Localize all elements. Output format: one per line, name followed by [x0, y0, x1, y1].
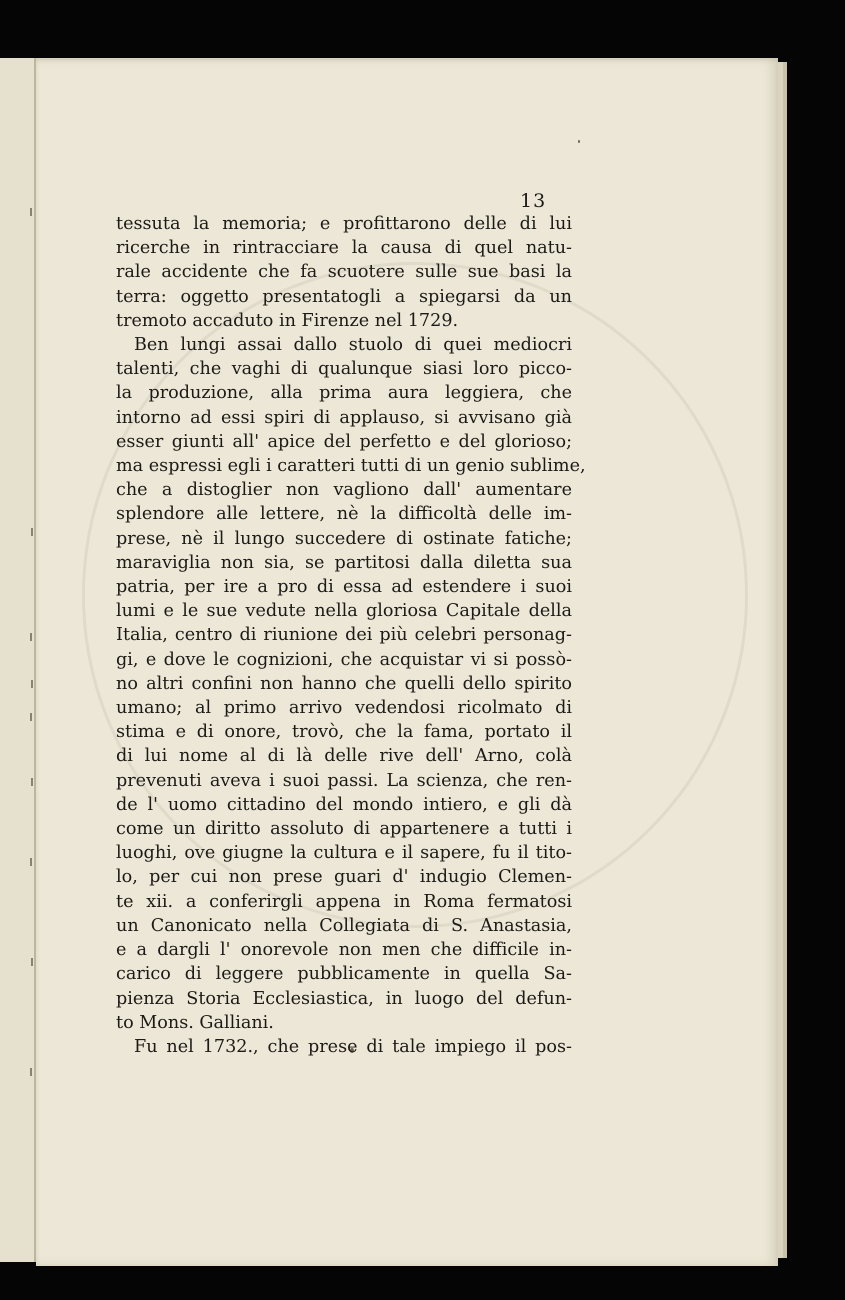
text-line: lumi e le sue vedute nella gloriosa Capitale della: [116, 601, 572, 622]
text-line: rale accidente che fa scuotere sulle sue basi la: [116, 262, 572, 283]
text-line: talenti, che vaghi di qualunque siasi loro picco-: [116, 359, 572, 380]
margin-mark: [30, 858, 32, 866]
ink-speck: [578, 140, 580, 143]
text-line: terra: oggetto presentatogli a spiegarsi da un: [116, 286, 572, 307]
text-line: un Canonicato nella Collegiata di S. Anastasia,: [116, 915, 572, 936]
text-line: pienza Storia Ecclesiastica, in luogo del defun-: [116, 988, 572, 1009]
text-line: de l' uomo cittadino del mondo intiero, e gli dà: [116, 794, 572, 815]
text-line: prevenuti aveva i suoi passi. La scienza, che ren-: [116, 770, 572, 791]
body-text: [116, 212, 586, 1059]
margin-mark: [30, 208, 32, 216]
text-line: ma espressi egli i caratteri tutti di un genio sublime,: [116, 456, 586, 477]
text-line: di lui nome al di là delle rive dell' Arno, colà: [116, 746, 572, 767]
text-line: gi, e dove le cognizioni, che acquistar vi si possò-: [116, 649, 572, 670]
text-line: carico di leggere pubblicamente in quella Sa-: [116, 964, 572, 985]
text-line: to Mons. Galliani.: [116, 1012, 274, 1033]
margin-mark: [31, 680, 33, 688]
margin-mark: [31, 528, 33, 536]
text-line: esser giunti all' apice del perfetto e del glorioso;: [116, 431, 572, 452]
text-line: Fu nel 1732., che prese di tale impiego il pos-: [134, 1036, 572, 1057]
text-line: umano; al primo arrivo vedendosi ricolmato di: [116, 698, 572, 719]
text-line: splendore alle lettere, nè la difficoltà delle im-: [116, 504, 572, 525]
text-line: che a distoglier non vagliono dall' aumentare: [116, 480, 572, 501]
text-line: la produzione, alla prima aura leggiera, che: [116, 383, 572, 404]
text-line: ricerche in rintracciare la causa di quel natu-: [116, 238, 572, 259]
text-line: come un diritto assoluto di appartenere a tutti i: [116, 819, 572, 840]
margin-mark: [31, 778, 33, 786]
margin-mark: [31, 958, 33, 966]
text-line: lo, per cui non prese guari d' indugio Clemen-: [116, 867, 572, 888]
text-line: stima e di onore, trovò, che la fama, portato il: [116, 722, 572, 743]
text-line: prese, nè il lungo succedere di ostinate fatiche;: [116, 528, 572, 549]
text-line: tessuta la memoria; e profittarono delle di lui: [116, 214, 572, 234]
text-line: maraviglia non sia, se partitosi dalla diletta sua: [116, 552, 572, 573]
margin-mark: [30, 1068, 32, 1076]
page-edge: [783, 62, 787, 1258]
left-page-edge: [0, 58, 36, 1262]
text-line: luoghi, ove giugne la cultura e il sapere, fu il tito-: [116, 843, 572, 864]
text-line: patria, per ire a pro di essa ad estendere i suoi: [116, 577, 572, 598]
margin-mark: [30, 633, 32, 641]
text-line: intorno ad essi spiri di applauso, si avvisano già: [116, 407, 572, 428]
text-line: tremoto accaduto in Firenze nel 1729.: [116, 310, 459, 331]
text-line: Italia, centro di riunione dei più celebri personag-: [116, 625, 572, 646]
margin-mark: [30, 713, 32, 721]
text-line: e a dargli l' onorevole non men che difficile in-: [116, 940, 572, 961]
text-line: te xii. a conferirgli appena in Roma fermatosi: [116, 891, 572, 912]
text-line: no altri confini non hanno che quelli dello spirito: [116, 673, 572, 694]
page-number: 13: [520, 190, 547, 212]
text-line: Ben lungi assai dallo stuolo di quei mediocri: [134, 335, 572, 356]
